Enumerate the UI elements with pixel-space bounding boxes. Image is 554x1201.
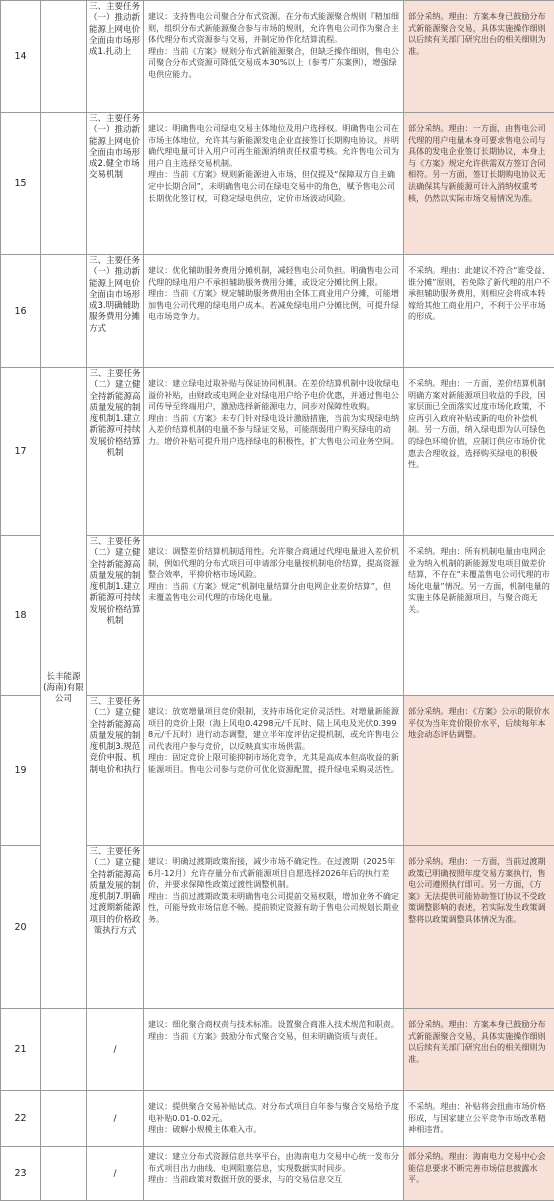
- unit-cell-blank: [41, 1147, 87, 1201]
- response-cell: 不采纳。理由：此建议不符合“谁受益、谁分摊”原则，若免除了新代理的用户不承担辅助服务费用，则相应会将成本转嫁给其他工商业用户，不利于公平市场的形成。: [404, 255, 554, 368]
- suggestion-text: 建议：细化聚合商权责与技术标准。设置聚合商准入技术规范和职责。: [148, 1019, 399, 1031]
- unit-cell-blank: [41, 255, 87, 368]
- task-cell: /: [87, 1091, 144, 1147]
- reason-text: 理由：当前《方案》规定辅助服务费用由全体工商业用户分摊，可能增加售电公司代理的绿电用户成本。若减免绿电用户分摊比例，可提升绿电市场竞争力。: [148, 288, 399, 323]
- suggestion-text: 建议：提供聚合交易补贴试点。对分布式项目自年参与聚合交易给予度电补贴0.01-0.02元。: [148, 1101, 399, 1124]
- row-number: 14: [1, 1, 41, 113]
- table-row: [1, 1147, 554, 1201]
- task-cell: 三、主要任务（二）建立健全持新能源高质量发展的制度机制1.建立新能源可持续发展价格结算机制: [87, 536, 144, 696]
- suggestion-text: 建议：调整差价结算机制适用性。允许聚合商通过代理电量进入差价机制，例如代理的分布式项目可申请部分电量按机制电价结算，提高资源整合效率，平抑价格市场风险。: [148, 546, 399, 581]
- response-cell: 不采纳。理由：一方面，差价结算机制明确方案对新能源项目收益的手段，国家层面已全面落实过度市场化政策，不应再引入政府补贴或新的电价补偿机制。另一方面，纳入绿电即为认可绿色的绿色环境价值，应制订供应市场价优惠去合理收益，选择购买绿电的积极性。: [404, 368, 554, 536]
- row-number: 19: [1, 696, 41, 846]
- row-number: 23: [1, 1147, 41, 1201]
- suggestion-cell: [144, 536, 404, 696]
- task-cell: 三、主要任务（一）推动新能源上网电价全面由市场形成2.健全市场交易机制: [87, 113, 144, 255]
- unit-cell-blank: [41, 1009, 87, 1091]
- task-cell: 三、主要任务（一）推动新能源上网电价全面由市场形成3.明确辅助服务费用分摊方式: [87, 255, 144, 368]
- reason-text: 理由：当前《方案》规定“机制电量结算分由电网企业差价结算”，但未覆盖售电公司代理的市场化电量。: [148, 581, 399, 604]
- suggestion-text: 建议：建立分布式资源信息共享平台，由海南电力交易中心统一发布分布式项目出力曲线、电网阻塞信息，实现数据实时同步。: [148, 1151, 399, 1174]
- reason-text: 理由：当前政策对数据开放的要求，与的交易信息交互: [148, 1174, 399, 1186]
- response-cell: 部分采纳。理由：一方面，当前过渡期政策已明确按照年度交易方案执行，售电公司遵照执行即可。另一方面，《方案》无法提供可能协助签订协议不受政策调整影响的表述，若实际发生政策调整将以政策调整具体情况为准。: [404, 846, 554, 1009]
- suggestion-text: 建议：放宽增量项目竞价限制，支持市场化定价灵活性。对增量新能源项目的竞价上限（海上风电0.4298元/千瓦时、陆上风电及光伏0.3998元/千瓦时）进行动态调整，建立半年度评估定提机制，或允许售电公司代表用户参与竞价，以反映真实市场供需。: [148, 706, 399, 752]
- suggestion-text: 建议：支持售电公司聚合分布式资源。在分布式能源聚合规则『精加细则，组织分布式新能源聚合参与市场的规则，允许售电公司作为聚合主体代理分布式资源参与交易，并制定协作化结算流程。: [148, 11, 399, 46]
- suggestion-text: 建议：明确过渡期政策衔接，减少市场不确定性。在过渡期（2025年6月-12月）允许存量分布式新能源项目自愿选择2026年后的执行差价，并要求保障性政策过渡性调整机制。: [148, 856, 399, 891]
- suggestion-cell: [144, 846, 404, 1009]
- suggestion-text: 建议：明确售电公司绿电交易主体地位及用户选择权。明确售电公司在市场主体地位，允许其与新能源发电企业直接签订长期购电协议，并明确代理电量可计入用户可再生能源消纳责任权重考核。允许售电公司为用户自主选择交易机制。: [148, 123, 399, 169]
- reason-text: 理由：固定竞价上限可能抑制市场化竞争，尤其是高成本但高收益的新能源项目。售电公司参与竞价可优化资源配置，提升绿电采购灵活性。: [148, 752, 399, 775]
- response-cell: 部分采纳。理由：一方面，由售电公司代理的用户电量本身可要求售电公司与具体的发电企业签订长期协议，本身上与《方案》规定允许供需双方签订合同相符。另一方面，签订长期购电协议无法确保其与新能源可计入消纳权重考核，仍然以实际市场交易情况为准。: [404, 113, 554, 255]
- table-row: [1, 1091, 554, 1147]
- row-number: 17: [1, 368, 41, 536]
- task-cell: /: [87, 1009, 144, 1091]
- suggestion-cell: [144, 1009, 404, 1091]
- response-cell: 部分采纳。理由：方案本身已鼓励分布式新能源聚合交易，具体实施操作细则以后续有关部门研究出台的相关细则为准。: [404, 1, 554, 113]
- table-row: [1, 1009, 554, 1091]
- suggestion-cell: [144, 1147, 404, 1201]
- table-row: [1, 1, 554, 113]
- unit-cell-blank: [41, 1091, 87, 1147]
- task-cell: 三、主要任务（二）建立健全持新能源高质量发展的制度机制1.建立新能源可持续发展价格结算机制: [87, 368, 144, 536]
- suggestion-text: 建议：建立绿电过取补贴与保证协同机制。在差价结算机制中设收绿电溢价补贴，由财政或电网企业对绿电用户给予电价优惠，并通过售电公司传导至终端用户，激励选择新能源电力，同步对保障性收购。: [148, 378, 399, 413]
- suggestion-cell: [144, 1, 404, 113]
- unit-cell-blank: [41, 1, 87, 113]
- table-row: [1, 113, 554, 255]
- task-cell: 三、主要任务（一）推动新能源上网电价全面由市场形成1.扎动上: [87, 1, 144, 113]
- reason-text: 理由：当前《方案》规则新能源进入市场，但仅提及“保障双方自主确定中长期合同”，未明确售电公司在绿电交易中的角色，赋予售电公司长期优化签订权，可稳定绿电供应，定价市场波动风险。: [148, 169, 399, 204]
- row-number: 15: [1, 113, 41, 255]
- table-row: [1, 368, 554, 536]
- response-cell: 不采纳。理由：所有机制电量由电网企业为纳入机制的新能源发电项目做差价结算，不存在“未覆盖售电公司代理的市场化电量”情况。另一方面，机制电量的实施主体是新能源项目，与聚合商无关。: [404, 536, 554, 696]
- response-cell: 不采纳。理由：补贴将会扭曲市场价格形成，与国家建立公平竞争市场改革精神相违背。: [404, 1091, 554, 1147]
- unit-cell: 长丰能源(海南)有限公司: [41, 368, 87, 1009]
- reason-text: 理由：当前过渡期政策未明确售电公司提前交易权限，增加业务不确定性，可能导致市场信息不畅。提前锁定资源有助于售电公司规划长期业务。: [148, 891, 399, 926]
- reason-text: 理由：破解小规模主体难入市。: [148, 1124, 399, 1136]
- unit-cell-blank: [41, 113, 87, 255]
- response-cell: 部分采纳。理由：《方案》公示的限价水平仅为当年竞价限价水平，后续每年本地会动态评估调整。: [404, 696, 554, 846]
- reason-text: 理由：当前《方案》规则分布式新能源聚合，但缺乏操作细则，售电公司聚合分布式资源可降低交易成本30%以上（参考广东案例），增强绿电供应能力。: [148, 46, 399, 81]
- response-cell: 部分采纳。理由：海南电力交易中心会能信息要求不断完善市场信息披露水平。: [404, 1147, 554, 1201]
- reason-text: 理由：当前《方案》未专门针对绿电设计激励措施，当前为实现绿电纳入差价结算机制的电量不参与绿证交易，可能削弱用户购买绿电的动力。增价补贴可提升用户选择绿电的积极性，扩大售电公司业务空间。: [148, 413, 399, 448]
- suggestion-cell: [144, 255, 404, 368]
- task-cell: /: [87, 1147, 144, 1201]
- suggestion-cell: [144, 696, 404, 846]
- response-cell: 部分采纳。理由：方案本身已鼓励分布式新能源聚合交易，具体实施操作细则以后续有关部门研究出台的相关细则为准。: [404, 1009, 554, 1091]
- row-number: 20: [1, 846, 41, 1009]
- task-cell: 三、主要任务（二）建立健全持新能源高质量发展的制度机制3.规范竞价申报、机制电价和执行: [87, 696, 144, 846]
- suggestion-text: 建议：优化辅助服务费用分摊机制，减轻售电公司负担。明确售电公司代理的绿电用户不承担辅助服务费用分摊，或设定分摊比例上限。: [148, 265, 399, 288]
- row-number: 16: [1, 255, 41, 368]
- table-row: [1, 255, 554, 368]
- row-number: 18: [1, 536, 41, 696]
- suggestion-cell: [144, 113, 404, 255]
- reason-text: 理由：当前《方案》鼓励分布式聚合交易，但未明确资质与责任。: [148, 1031, 399, 1043]
- row-number: 21: [1, 1009, 41, 1091]
- task-cell: 三、主要任务（二）建立健全持新能源高质量发展的制度机制7.明确过渡期新能源项目的价格政策执行方式: [87, 846, 144, 1009]
- row-number: 22: [1, 1091, 41, 1147]
- suggestion-cell: [144, 1091, 404, 1147]
- suggestion-cell: [144, 368, 404, 536]
